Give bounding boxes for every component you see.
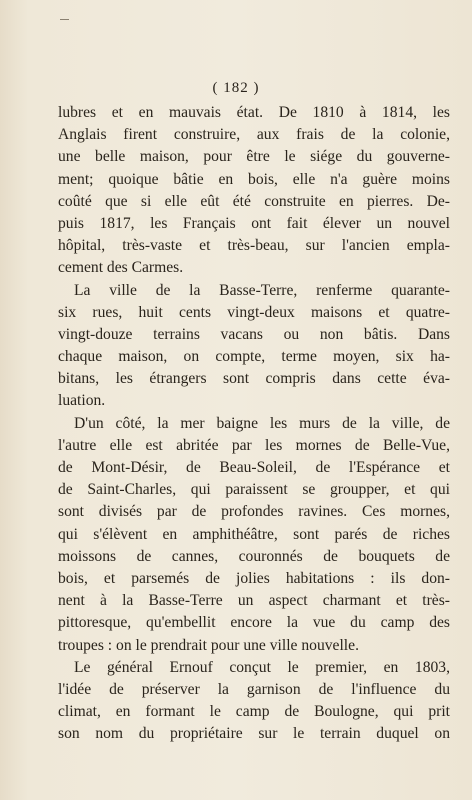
- text-line: D'un côté, la mer baigne les murs de la ville, de: [74, 414, 450, 432]
- page-mark: [60, 19, 69, 20]
- text-line: lubres et en mauvais état. De 1810 à 1814, les: [58, 104, 450, 121]
- text-line: chaque maison, on compte, terme moyen, six ha-: [58, 348, 450, 366]
- text-line: de Mont-Désir, de Beau-Soleil, de l'Espérance et: [58, 459, 450, 476]
- text-line: qui s'élèvent en amphithéâtre, sont parés de riches: [58, 525, 450, 543]
- text-line: l'autre elle est abritée par les mornes de Belle-Vue,: [58, 436, 450, 454]
- text-line: luation.: [58, 392, 106, 410]
- text-line: l'idée de préserver la garnison de l'influence du: [58, 680, 450, 698]
- text-line: nent à la Basse-Terre un aspect charmant et très-: [58, 592, 450, 610]
- text-line: La ville de la Basse-Terre, renferme quarante-: [74, 281, 450, 299]
- text-line: bois, et parsemés de jolies habitations : ils don-: [58, 569, 450, 587]
- text-line: moissons de cannes, couronnés de bouquets de: [58, 547, 450, 565]
- text-line: coûté que si elle eût été construite en pierres. De-: [58, 192, 450, 210]
- text-line: Anglais firent construire, aux frais de la colonie,: [58, 126, 450, 144]
- text-line: sont divisés par de profondes ravines. Ces mornes,: [58, 503, 450, 521]
- text-line: hôpital, très-vaste et très-beau, sur l'ancien empla-: [58, 237, 450, 255]
- text-line: six rues, huit cents vingt-deux maisons et quatre-: [58, 303, 450, 321]
- text-line: Le général Ernouf conçut le premier, en 1803,: [74, 658, 450, 676]
- text-line: son nom du propriétaire sur le terrain duquel on: [58, 725, 450, 743]
- text-line: pittoresque, qu'embellit encore la vue du camp des: [58, 614, 450, 632]
- text-line: de Saint-Charles, qui paraissent se groupper, et qui: [58, 481, 450, 499]
- text-line: ment; quoique bâtie en bois, elle n'a guère moins: [58, 170, 450, 188]
- text-line: une belle maison, pour être le siége du gouverne-: [58, 148, 450, 166]
- page-number: ( 182 ): [212, 80, 260, 96]
- text-line: troupes : on le prendrait pour une ville nouvelle.: [58, 636, 359, 654]
- text-line: climat, en formant le camp de Boulogne, qui prit: [58, 703, 450, 721]
- text-line: vingt-douze terrains vacans ou non bâtis. Dans: [58, 325, 450, 343]
- text-line: bitans, les étrangers sont compris dans cette éva-: [58, 370, 450, 388]
- text-line: puis 1817, les Français ont fait élever un nouvel: [58, 214, 450, 232]
- text-line: cement des Carmes.: [58, 259, 184, 277]
- body-text: [58, 102, 450, 745]
